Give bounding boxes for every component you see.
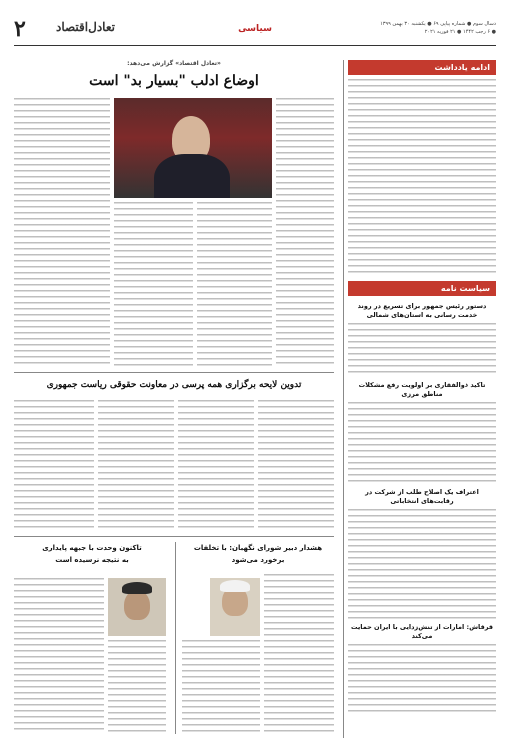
lead-kicker: «تعادل اقتصاد» گزارش می‌دهد: — [127, 60, 221, 67]
middle-text-col3 — [98, 400, 174, 530]
story4-text — [348, 644, 496, 714]
bottom-right-title: هشدار دبیر شورای نگهبان: با تخلفات — [193, 544, 323, 552]
story1-text — [348, 323, 496, 377]
cleric-photo-left — [108, 578, 166, 636]
bottom-left-text2 — [108, 640, 166, 734]
page-header — [14, 16, 496, 46]
section-title: سیاسی — [238, 24, 272, 34]
bottom-left-text1 — [14, 578, 104, 734]
date-line-1: دسال سوم ● شماره پیاپی ۶۹ ● یکشنبه ۳۰ بهمن ۱۳۹۹ — [380, 21, 496, 27]
note-header: سیاست نامه — [348, 281, 496, 296]
middle-title: تدوین لایحه برگزاری همه پرسی در معاونت حقوقی ریاست جمهوری — [46, 380, 302, 390]
middle-text-col2 — [178, 400, 254, 530]
middle-text-col1 — [258, 400, 334, 530]
bottom-left-subtitle: به نتیجه نرسیده است — [55, 556, 129, 564]
cleric-face-left — [124, 590, 150, 620]
story2-title: تاکید ذوالفقاری بر اولویت رفع مشکلات مناطق مرزی — [358, 381, 486, 398]
lead-text-col4 — [14, 98, 110, 368]
cleric-photo-right — [210, 578, 260, 636]
continuation-text — [348, 79, 496, 277]
bottom-right-text1 — [264, 574, 334, 734]
story3-text — [348, 509, 496, 619]
cleric-turban — [220, 580, 250, 592]
middle-text-col4 — [14, 400, 94, 530]
bottom-col-divider — [175, 542, 176, 734]
lead-story — [14, 60, 334, 89]
story2-text — [348, 402, 496, 484]
story1-title: دستور رئیس جمهور برای تسریع در روند خدمت رسانی به استان‌های شمالی — [357, 302, 487, 319]
lead-photo — [114, 98, 272, 198]
page-number: ۲ — [14, 16, 26, 42]
sidebar-column — [348, 60, 496, 738]
column-divider — [343, 60, 344, 738]
lead-title: اوضاع ادلب "بسیار بد" است — [89, 73, 259, 89]
section-divider — [14, 372, 334, 373]
story4-title: قرقاش: امارات از تنش‌زدایی با ایران حمایت می‌کند — [350, 623, 494, 640]
bottom-left-title: تاکنون وحدت با جبهه پایداری — [42, 544, 142, 552]
date-line — [380, 20, 496, 36]
bottom-right-subtitle: برخورد می‌شود — [231, 556, 285, 564]
lead-text-col3 — [114, 202, 193, 368]
cleric-turban-left — [122, 582, 152, 594]
lead-text-col1 — [276, 98, 334, 368]
continuation-header: ادامه یادداشت — [348, 60, 496, 75]
lead-text-col2 — [197, 202, 272, 368]
date-line-2: ● ۶ رجب ۱۴۴۲ ● ۲۱ فوریه ۲۰۲۱ — [424, 29, 496, 35]
bottom-divider — [14, 536, 334, 537]
speaker-suit — [154, 154, 230, 198]
bottom-right-text2 — [182, 640, 260, 734]
story3-title: اعتراف یک اصلاح طلب از شرکت در رقابت‌های انتخاباتی — [365, 488, 479, 505]
newspaper-logo: تعادل‌اقتصاد — [56, 20, 115, 34]
